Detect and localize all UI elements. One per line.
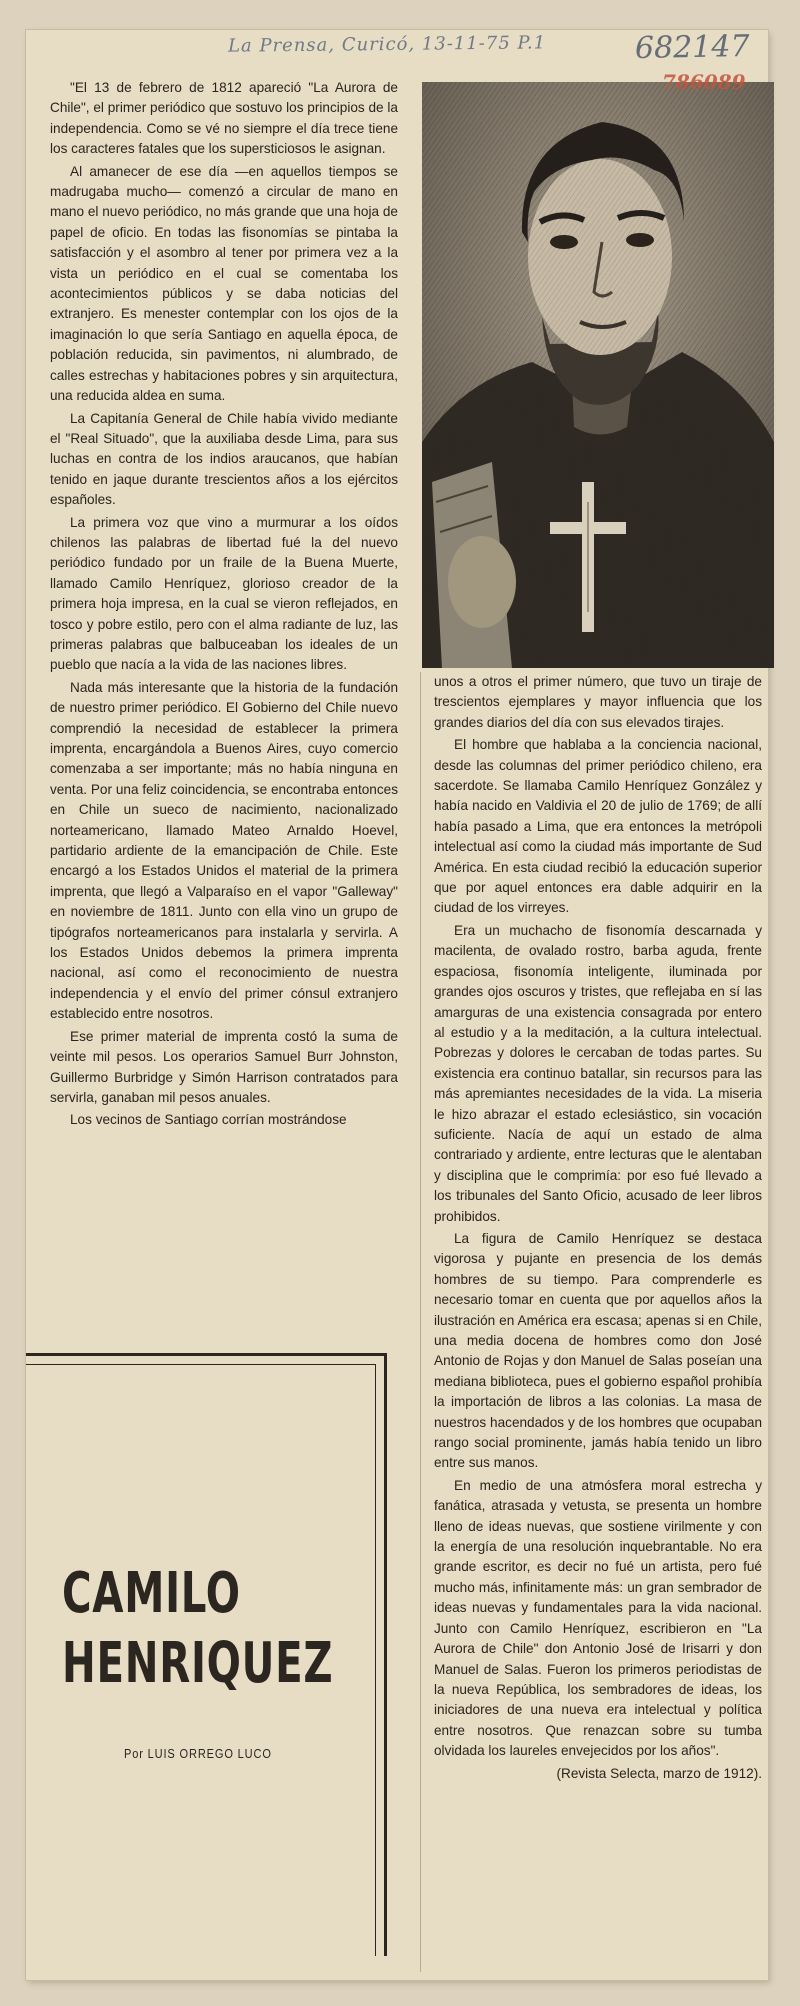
headline-first-name: CAMILO — [62, 1561, 241, 1626]
paragraph: El hombre que hablaba a la conciencia nacional, desde las columnas del primer periódico chileno, era sacerdote. Se llamaba Camilo Henríquez González y había nacido en Valdivia el 20 de julio de 1769; de allí había pasado a Lima, que era entonces la metrópoli intelectual así como la ciudad más importante de Sud América. En esta ciudad recibió la educación superior que por aquel entonces era dable adquirir en la ciudad de los virreyes. — [434, 737, 762, 916]
paragraph: Los vecinos de Santiago corrían mostrándose — [70, 1112, 347, 1128]
paragraph: Nada más interesante que la historia de la fundación de nuestro primer periódico. El Gobierno del Chile nuevo comprendió la necesidad de establecer la primera imprenta, encargándola a Buenos Aires, cuyo comercio comenzaba a ser importante; más no había ninguna en venta. Por una feliz coincidencia, se encontraba entonces en Chile un sueco de nacimiento, nacionalizado norteamericano, llamado Mateo Arnaldo Hoevel, partidario ardiente de la emancipación de Chile. Este encargó a los Estados Unidos el material de la primera imprenta, que llegó a Valparaíso en el vapor "Galleway" en noviembre de 1811. Junto con ella vino un grupo de tipógrafos norteamericanos para instalarla y servirla. A los Estados Unidos debemos la primera imprenta nacional, así como el reconocimiento de nuestra independencia y el envío del primer cónsul extranjero establecido entre nosotros. — [50, 679, 398, 1022]
paragraph: La Capitanía General de Chile había vivido mediante el "Real Situado", que la auxiliaba desde Lima, para sus luchas en contra de los indios araucanos, que habían tenido en jaque durante trescientos años a los ejércitos españoles. — [50, 410, 398, 508]
red-catalog-stamp: 786089 — [662, 70, 746, 94]
column-divider — [420, 672, 421, 1972]
handwritten-catalog-number: 682147 — [635, 29, 751, 66]
paragraph: "El 13 de febrero de 1812 apareció "La Aurora de Chile", el primer periódico que sostuvo los principios de la independencia. Como se vé no siempre el día trece tiene los caracteres fatales que los supersticiosos le asignan. — [50, 80, 398, 157]
portrait-engraving — [422, 82, 774, 668]
source-citation: (Revista Selecta, marzo de 1912). — [556, 1765, 762, 1781]
paragraph: Ese primer material de imprenta costó la suma de veinte mil pesos. Los operarios Samuel Burr Johnston, Guillermo Burbridge y Simón Harrison contratados para servirla, ganaban mil pesos anuales. — [50, 1028, 398, 1105]
article-left-column — [50, 78, 398, 1133]
paragraph: La primera voz que vino a murmurar a los oídos chilenos las palabras de libertad fué la del nuevo periódico fundado por un fraile de la Buena Muerte, llamado Camilo Henríquez, glorioso creador de la primera hoja impresa, en la cual se vieron reflejados, en tosco y pobre estilo, pero con el alma radiante de luz, las primeras palabras que balbuceaban los ideales de un pueblo que nacía a la vida de las naciones libres. — [50, 514, 398, 673]
paragraph: unos a otros el primer número, que tuvo un tiraje de trescientos ejemplares y mayor influencia que los grandes diarios del día con sus elevados tirajes. — [434, 674, 762, 730]
article-right-column — [434, 672, 762, 1786]
portrait-illustration — [422, 82, 774, 668]
paragraph: Era un muchacho de fisonomía descarnada y macilenta, de ovalado rostro, barba aguda, frente espaciosa, fisonomía inteligente, iluminada por grandes ojos oscuros y tristes, que reflejaba en sí las amarguras de una existencia consagrada por entero al estudio y a la meditación, a la cultura intelectual. Pobrezas y dolores le cercaban de todas partes. Su existencia era continuo batallar, sin recursos para las más apremiantes necesidades de la vida. La miseria le hizo abrazar el estado eclesiástico, sin vocación suficiente. Nacía de aquí un estado de alma contrariado y ardiente, entre lecturas que le alentaban y disciplina que le comprimía: por eso fué llevado a los tribunales del Santo Oficio, acusado de leer libros prohibidos. — [434, 922, 762, 1224]
handwritten-source-note: La Prensa, Curicó, 13-11-75 P.1 — [227, 32, 547, 57]
headline-box — [26, 1353, 387, 1956]
paragraph: Al amanecer de ese día —en aquellos tiempos se madrugaba mucho— comenzó a circular de mano en mano el nuevo periódico, no más grande que una hoja de papel de oficio. En todas las fisonomías se pintaba la satisfacción y el asombro al tener por primera vez a la vista un periódico en el cual se comentaba los acontecimientos públicos y se daba noticias del extranjero. Es menester contemplar con los ojos de la imaginación lo que sería Santiago en aquella época, de población reducida, sin pavimentos, ni alumbrado, de calles estrechas y habitaciones pobres y sin arquitectura, una reducida aldea en suma. — [50, 163, 398, 404]
byline: Por LUIS ORREGO LUCO — [124, 1746, 272, 1761]
paragraph: La figura de Camilo Henríquez se destaca vigorosa y pujante en presencia de los demás hombres de su tiempo. Para comprenderle es necesario tomar en cuenta que por aquellos años la ilustración en América era escasa; apenas si en Chile, una media docena de hombres como don José Antonio de Rojas y don Manuel de Salas poseían una mediana biblioteca, pues el gobierno español prohibía la importación de libros a las colonias. La masa de nuestros hacendados y de los hombres que ocupaban rango social prominente, jamás había tenido un libro entre sus manos. — [434, 1230, 762, 1471]
headline-last-name: HENRIQUEZ — [62, 1631, 334, 1696]
paragraph: En medio de una atmósfera moral estrecha y fanática, atrasada y vetusta, se presenta un hombre lleno de ideas nuevas, que sostiene virilmente y con la energía de una resolución inquebrantable. No era grande escritor, es decir no fué un artista, pero fué mucho más, infinitamente más: un gran sembrador de ideas nuevas y fundamentales para la vida nacional. Junto con Camilo Henríquez, escribieron en "La Aurora de Chile" don Antonio José de Irisarri y don Manuel de Salas. Fueron los primeros periodistas de la nueva República, los sembradores de ideas, los iniciadores de una nueva era intelectual y política entre nosotros. Que renazcan sobre su tumba olvidada los laureles envejecidos por los años". — [434, 1477, 762, 1759]
newspaper-clipping — [26, 30, 768, 1980]
